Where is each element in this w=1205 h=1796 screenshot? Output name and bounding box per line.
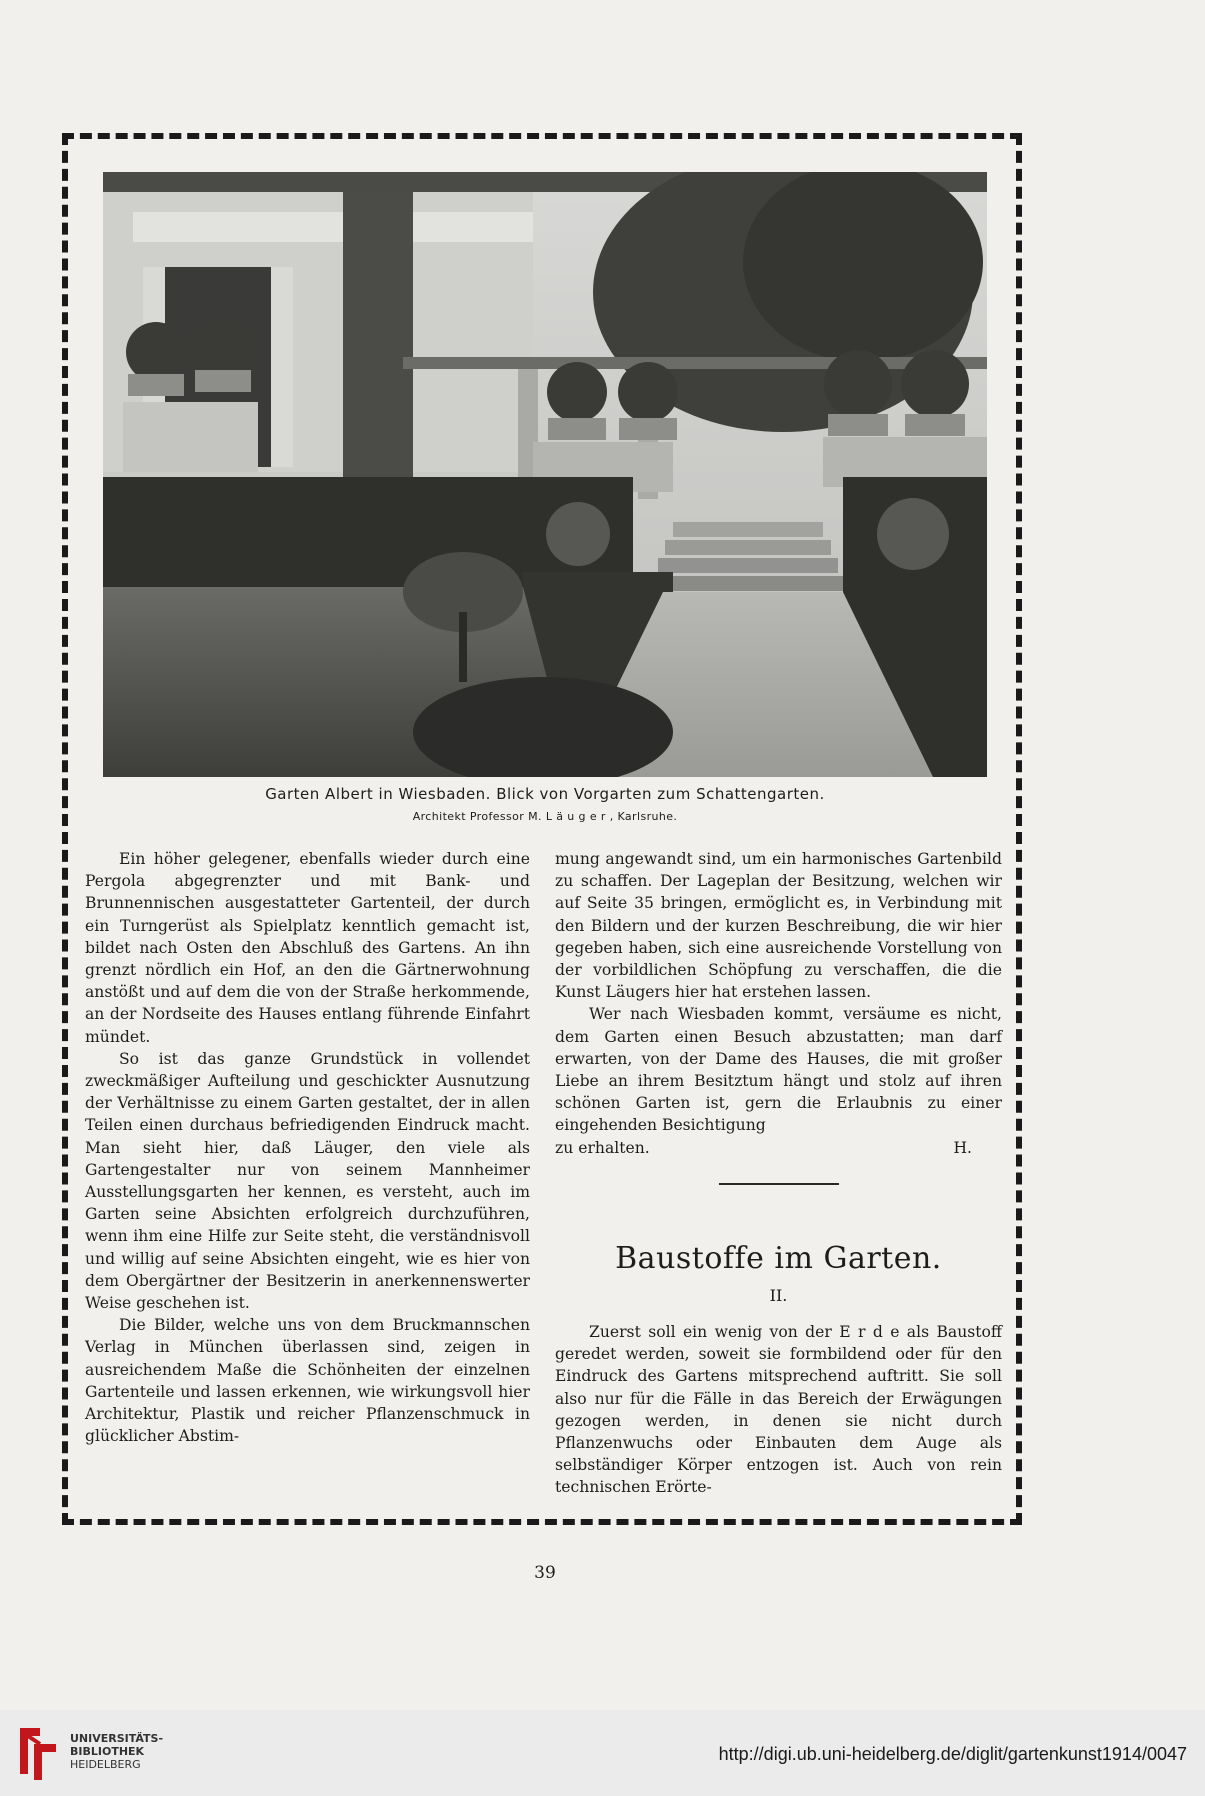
left-column (85, 848, 530, 1447)
paragraph: So ist das ganze Grundstück in vollendet zweckmäßiger Aufteilung und geschickter Ausnutzung der Verhältnisse zu einem Garten gestaltet, der in allen Teilen einen durchaus befriedigenden Eindruck macht. Man sieht hier, daß Läuger, den viele als Gartengestalter nur von seinem Mannheimer Ausstellungsgarten her kennen, es versteht, auch im Garten seine Absichten erfolgreich durchzuführen, wenn ihm eine Hilfe zur Seite steht, die verständnisvoll und willig auf seine Absichten eingeht, wie es hier von dem Obergärtner der Besitzerin in anerkennenswerter Weise geschehen ist. (85, 1049, 530, 1313)
paragraph: mung angewandt sind, um ein harmonisches Gartenbild zu schaffen. Der Lageplan der Besitzung, welchen wir auf Seite 35 bringen, ermöglicht es, in Verbindung mit den Bildern und der kurzen Beschreibung, die wir hier gegeben haben, sich eine ausreichende Vorstellung von der vorbildlichen Schöpfung zu verschaffen, die die Kunst Läugers hier hat erstehen lassen. (555, 850, 1002, 1002)
garden-photograph (103, 172, 987, 777)
paragraph: Wer nach Wiesbaden kommt, versäume es nicht, dem Garten einen Besuch abzustatten; man darf erwarten, von der Dame des Hauses, die mit großer Liebe an ihrem Besitztum hängt und stolz auf ihren schönen Garten ist, gern die Erlaubnis zu einer eingehenden Besichtigung (555, 1005, 1002, 1135)
right-column (555, 848, 1002, 1499)
article-heading: Baustoffe im Garten. (615, 1240, 942, 1276)
article-part: II. (769, 1285, 788, 1305)
author-signature: H. (953, 1138, 972, 1157)
source-url[interactable]: http://digi.ub.uni-heidelberg.de/diglit/gartenkunst1914/0047 (718, 1744, 1187, 1764)
paragraph: Die Bilder, welche uns von dem Bruckmannschen Verlag in München überlassen sind, zeigen in ausreichendem Maße die Schönheiten der einzelnen Gartenteile und lassen erkennen, wie wirkungsvoll hier Architektur, Plastik und reicher Pflanzenschmuck in glücklicher Abstim- (85, 1316, 530, 1446)
section-divider (719, 1183, 839, 1185)
paragraph-end (555, 1137, 1002, 1159)
paragraph: Zuerst soll ein wenig von der E r d e als Baustoff geredet werden, soweit sie formbildend oder für den Eindruck des Gartens mitsprechend auftritt. Sie soll also nur für die Fälle in das Bereich der Erwägungen gezogen werden, in denen sie nicht durch Pflanzenwuchs oder Einbauten dem Auge als selbständiger Körper entzogen ist. Auch von rein technischen Erörte- (555, 1323, 1002, 1497)
library-footer (0, 1710, 1205, 1796)
paragraph: Ein höher gelegener, ebenfalls wieder durch eine Pergola abgegrenzter und mit Bank- und Brunnennischen ausgestatteter Gartenteil, der durch ein Turngerüst als Spielplatz kenntlich gemacht ist, bildet nach Osten den Abschluß des Gartens. An ihn grenzt nördlich ein Hof, an den die Gärtnerwohnung anstößt und auf dem die von der Straße herkommende, an der Nordseite des Hauses entlang führende Einfahrt mündet. (85, 850, 530, 1046)
closing-text: zu erhalten. (555, 1138, 650, 1157)
photo-credit: Architekt Professor M. L ä u g e r , Karlsruhe. (412, 810, 678, 823)
photo-caption: Garten Albert in Wiesbaden. Blick von Vorgarten zum Schattengarten. (265, 785, 825, 803)
library-logo-icon (14, 1722, 62, 1784)
page-number: 39 (534, 1563, 556, 1583)
library-name: UNIVERSITÄTS- BIBLIOTHEK HEIDELBERG (70, 1732, 164, 1771)
